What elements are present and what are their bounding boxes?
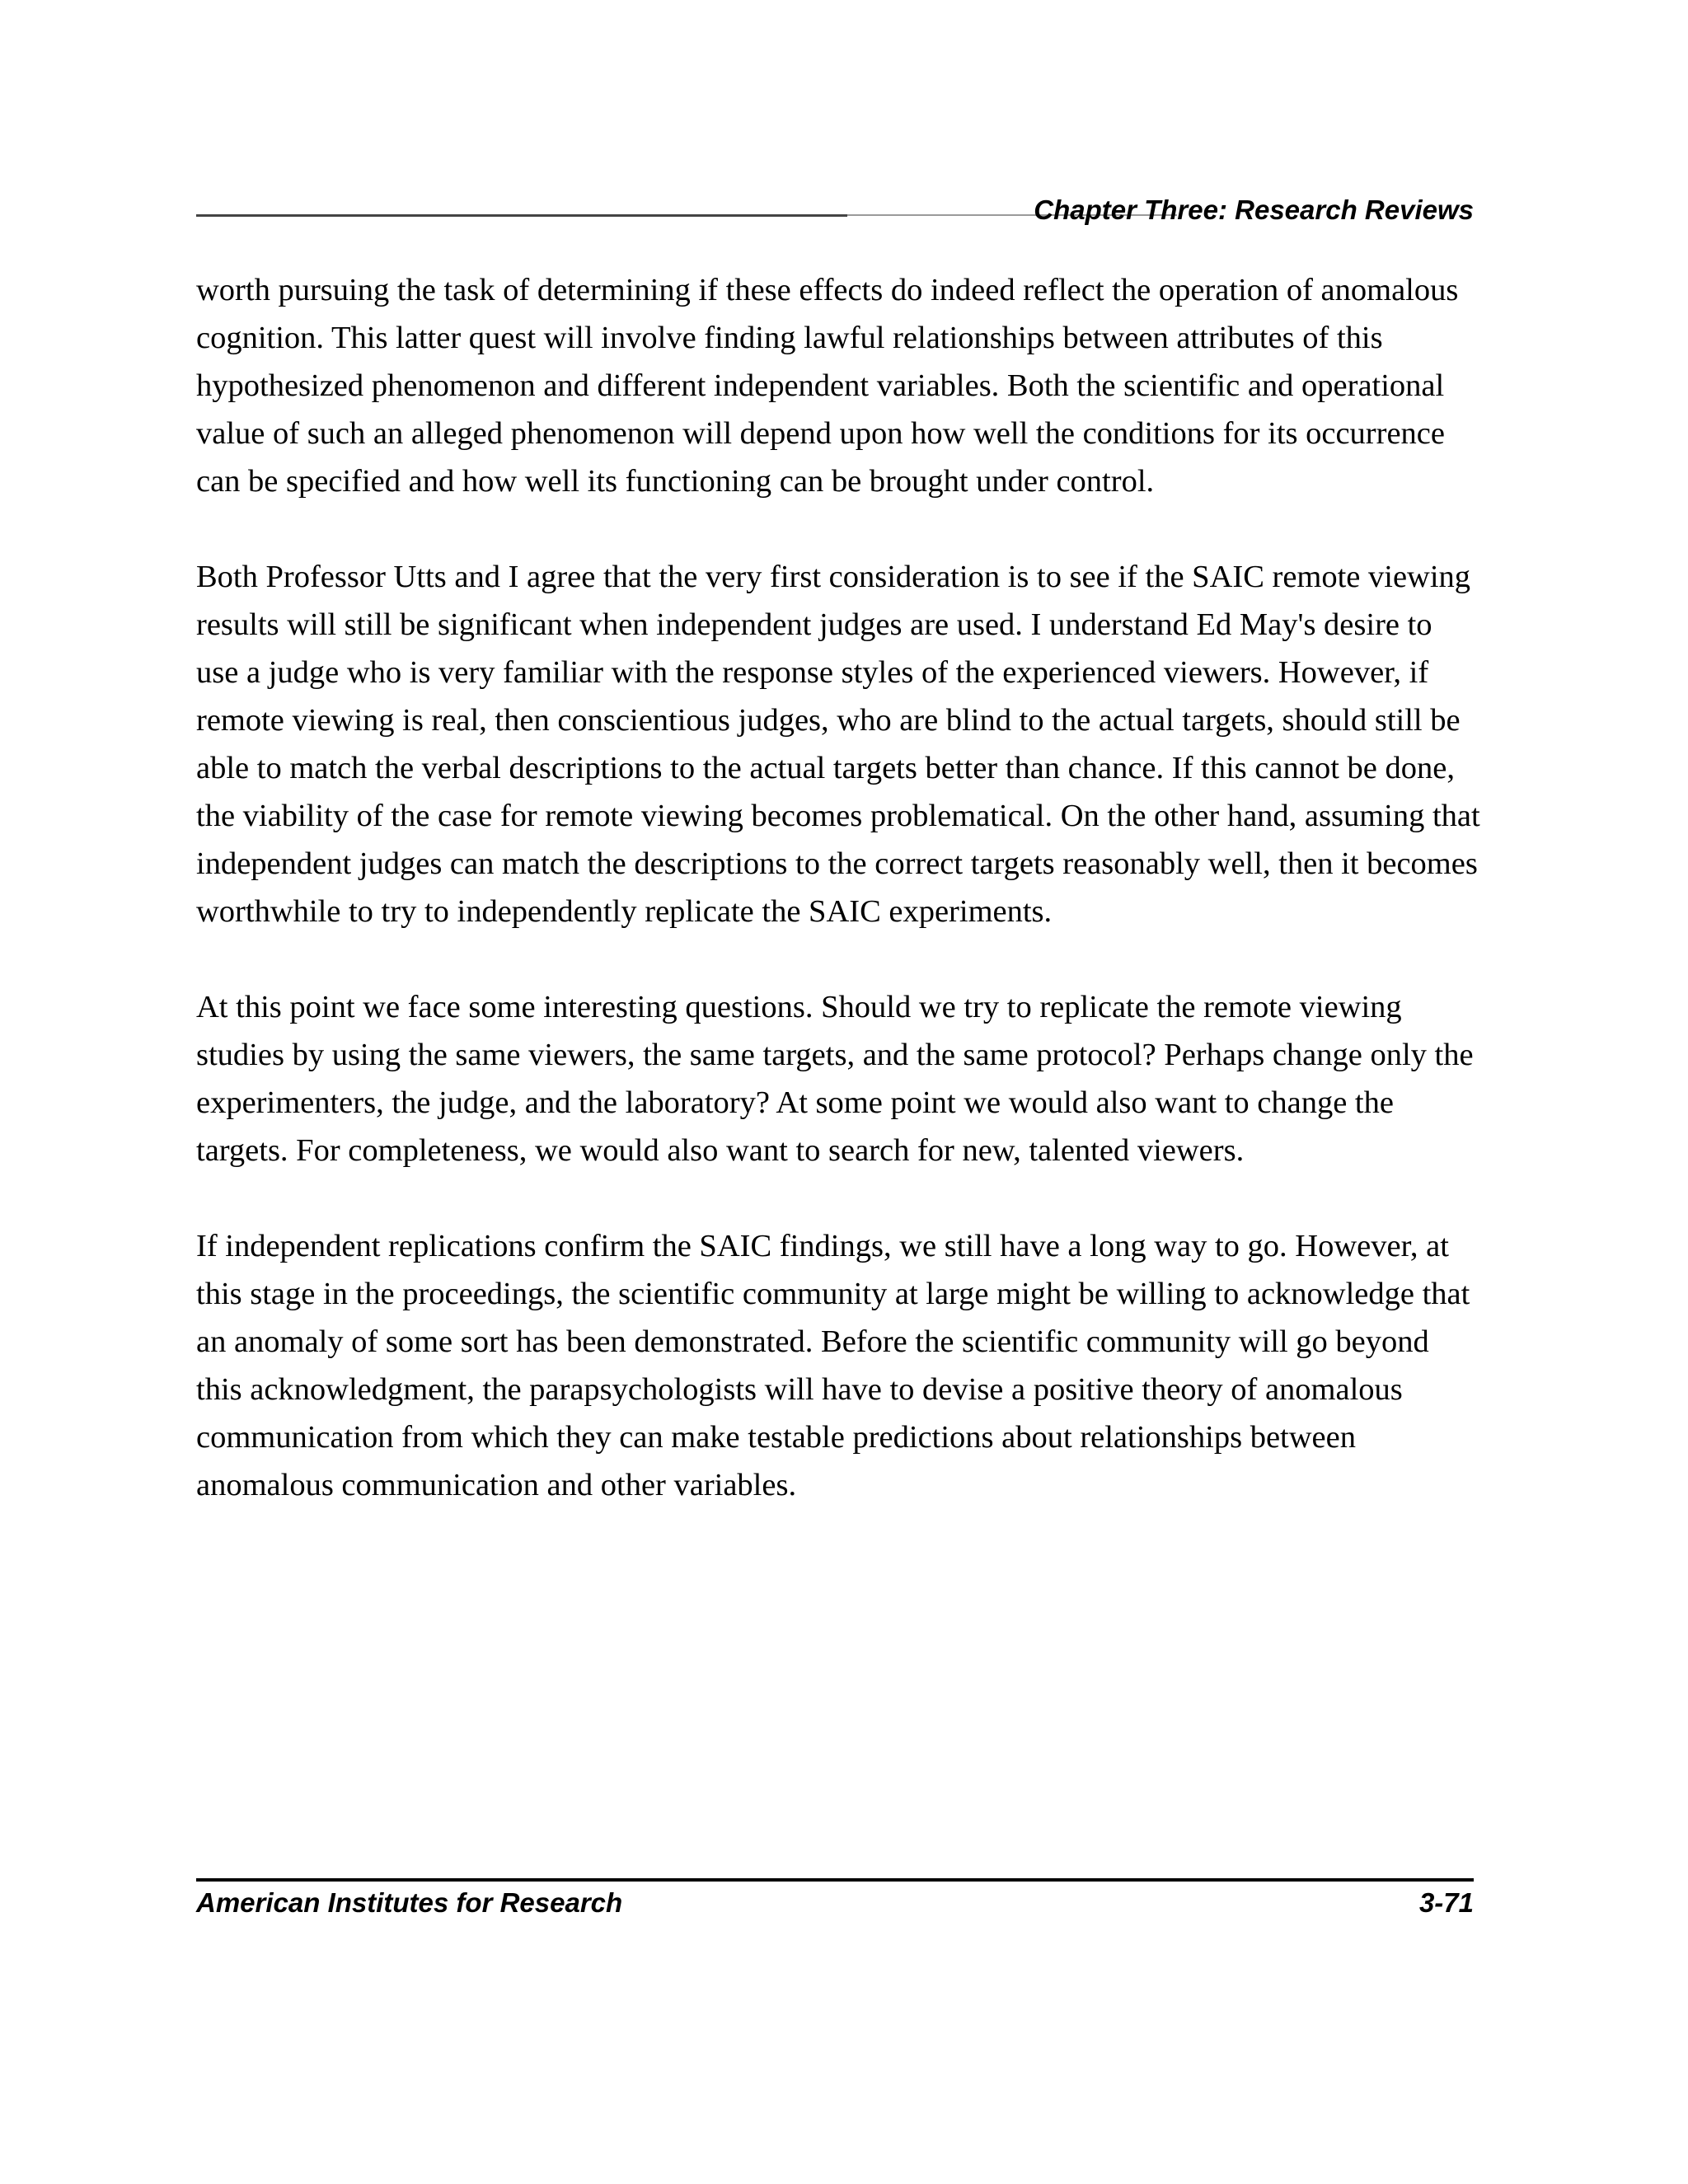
paragraph-3: At this point we face some interesting questions. Should we try to replicate the remote viewing studies by using the same viewers, the same targets, and the same protocol? Perhaps change only the experimenters, the judge, and the laboratory? At some point we would also want to change the targets. For completeness, we would also want to search for new, talented viewers.: [196, 990, 1474, 1168]
page-footer: [196, 1887, 1474, 1924]
page-number: 3-71: [1418, 1887, 1474, 1918]
footer-rule: [196, 1878, 1474, 1882]
footer-organization: American Institutes for Research: [196, 1887, 623, 1918]
paragraph-1: worth pursuing the task of determining if these effects do indeed reflect the operation of anomalous cognition. This latter quest will involve finding lawful relationships between attributes of this hypothesized phenomenon and different independent variables. Both the scientific and operational value of such an alleged phenomenon will depend upon how well the conditions for its occurrence can be specified and how well its functioning can be brought under control.: [196, 273, 1459, 499]
paragraph-4: If independent replications confirm the SAIC findings, we still have a long way to go. However, at this stage in the proceedings, the scientific community at large might be willing to acknowledge that an anomaly of some sort has been demonstrated. Before the scientific community will go beyond this acknowledgment, the parapsychologists will have to devise a positive theory of anomalous communication from which they can make testable predictions about relationships between anomalous communication and other variables.: [196, 1229, 1470, 1502]
chapter-title: Chapter Three: Research Reviews: [1034, 194, 1474, 225]
paragraph-2: Both Professor Utts and I agree that the very first consideration is to see if the SAIC remote viewing results will still be significant when independent judges are used. I understand Ed May's desire to use a judge who is very familiar with the response styles of the experienced viewers. However, if remote viewing is real, then conscientious judges, who are blind to the actual targets, should still be able to match the verbal descriptions to the actual targets better than chance. If this cannot be done, the viability of the case for remote viewing becomes problematical. On the other hand, assuming that independent judges can match the descriptions to the correct targets reasonably well, then it becomes worthwhile to try to independently replicate the SAIC experiments.: [196, 560, 1480, 929]
body-text: [196, 266, 1482, 1557]
page-header: [196, 191, 1474, 232]
header-rule-dark: [196, 214, 847, 217]
